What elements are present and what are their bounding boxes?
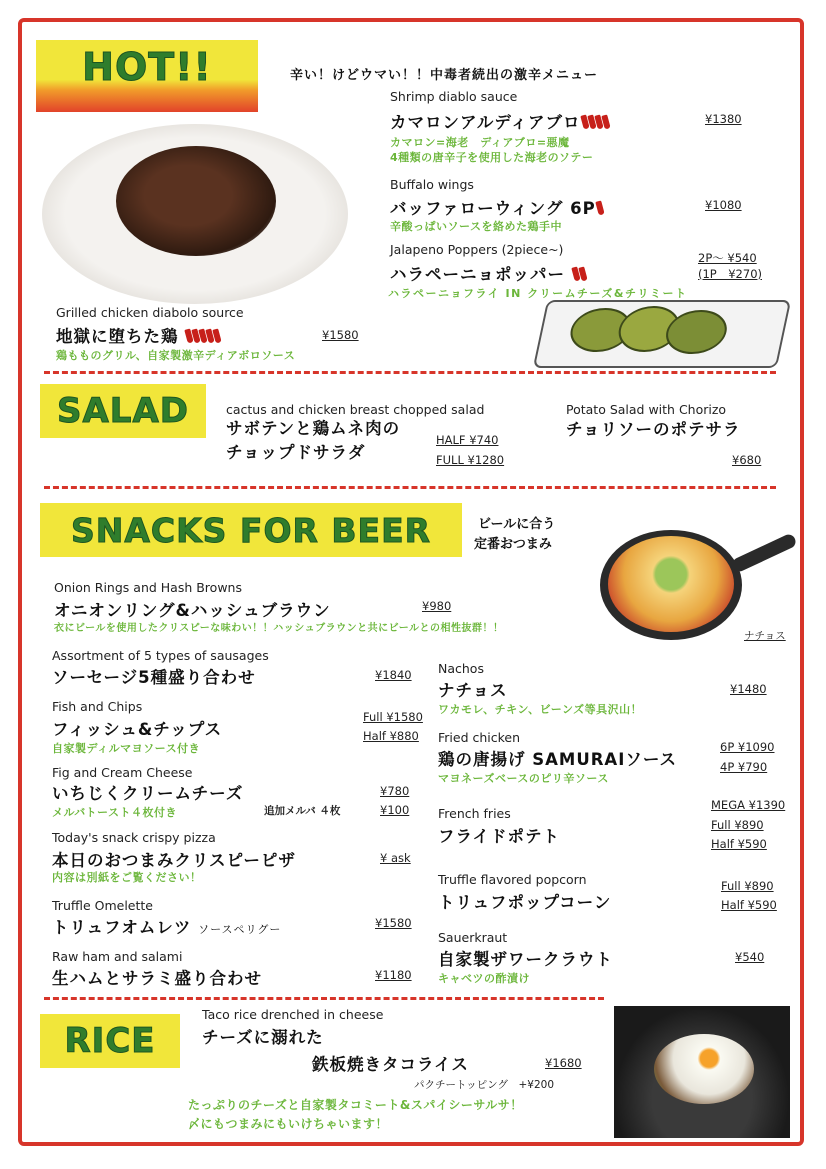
salad-badge-text: SALAD — [56, 391, 189, 431]
menu-item-desc: 自家製ディルマヨソース付き — [52, 742, 201, 755]
menu-item-desc: キャベツの酢漬け — [438, 972, 530, 985]
menu-item-price-alt: FULL ¥1280 — [436, 453, 505, 467]
topping-option: パクチートッピング +¥200 — [414, 1079, 554, 1091]
menu-item-jp: フライドポテト — [438, 827, 561, 846]
menu-item-jp: オニオンリング&ハッシュブラウン — [54, 601, 331, 620]
menu-item-en: Potato Salad with Chorizo — [566, 402, 727, 417]
menu-item-price: Full ¥1580 — [363, 710, 423, 724]
menu-item-en: Truffle flavored popcorn — [438, 872, 587, 887]
menu-item-jp: 鉄板焼きタコライス — [312, 1055, 469, 1074]
menu-item-price-alt: Full ¥890 — [711, 818, 764, 832]
menu-item-en: Today's snack crispy pizza — [52, 830, 216, 845]
menu-item-en: cactus and chicken breast chopped salad — [226, 402, 485, 417]
menu-item-desc: 辛酸っぱいソースを絡めた鶏手中 — [390, 220, 562, 233]
menu-item-price-alt: 4P ¥790 — [720, 760, 768, 774]
hot-badge-text: HOT!! — [82, 45, 212, 89]
menu-item-jp: 本日のおつまみクリスピーピザ — [52, 851, 296, 870]
menu-item-jp: チョップドサラダ — [226, 443, 366, 462]
menu-item-desc: 4種類の唐辛子を使用した海老のソテー — [390, 151, 594, 164]
menu-item-price: MEGA ¥1390 — [711, 798, 786, 812]
snacks-tagline: 定番おつまみ — [474, 537, 552, 552]
snacks-tagline: ビールに合う — [478, 517, 556, 532]
menu-item-en: Sauerkraut — [438, 930, 508, 945]
menu-item-price: ¥1180 — [375, 968, 412, 982]
melba-extra: 追加メルバ ４枚 — [264, 805, 341, 817]
hot-badge — [36, 40, 258, 112]
menu-item-en: Shrimp diablo sauce — [390, 89, 518, 104]
hot-tagline: 辛い！けどウマい！！中毒者続出の激辛メニュー — [290, 68, 599, 83]
menu-item-price: ¥1580 — [322, 328, 359, 342]
taco-rice-photo — [614, 1006, 790, 1138]
menu-item-en: Grilled chicken diabolo source — [56, 305, 244, 320]
menu-item-price: 2P～ ¥540 — [698, 251, 757, 265]
menu-item-jp: ハラペーニョポッパー — [390, 261, 586, 285]
menu-item-jp: ナチョス — [438, 681, 508, 700]
menu-item-price: ¥1840 — [375, 668, 412, 682]
menu-item-price: ¥1480 — [730, 682, 767, 696]
menu-item-jp: チョリソーのポテサラ — [566, 420, 741, 439]
menu-item-en: Fig and Cream Cheese — [52, 765, 193, 780]
menu-item-desc: メルバトースト４枚付き — [52, 806, 177, 819]
menu-item-jp: いちじくクリームチーズ — [52, 784, 244, 803]
section-divider — [44, 486, 776, 489]
jalapeno-poppers-illustration — [533, 300, 791, 368]
menu-item-price: 6P ¥1090 — [720, 740, 775, 754]
menu-item-desc: ワカモレ、チキン、ビーンズ等具沢山！ — [438, 703, 643, 716]
menu-item-desc: 〆にもつまみにもいけちゃいます！ — [188, 1117, 389, 1131]
menu-item-jp: チーズに溺れた — [202, 1028, 324, 1047]
menu-item-desc: ハラペーニョフライ IN クリームチーズ&チリミート — [388, 287, 688, 300]
menu-item-price: ¥980 — [422, 599, 452, 613]
menu-item-price-alt: Half ¥880 — [363, 729, 419, 743]
diablo-chicken-photo — [42, 124, 348, 304]
menu-item-price: Full ¥890 — [721, 879, 774, 893]
menu-item-jp: 地獄に堕ちた鶏 — [56, 323, 220, 347]
menu-item-desc: カマロン=海老 ディアブロ=悪魔 — [390, 136, 570, 149]
menu-item-en: Buffalo wings — [390, 177, 474, 192]
rice-badge-text: RICE — [64, 1021, 156, 1061]
menu-item-en: Onion Rings and Hash Browns — [54, 580, 242, 595]
menu-item-en: Taco rice drenched in cheese — [202, 1007, 384, 1022]
salad-badge — [40, 384, 206, 438]
menu-item-jp: 鶏の唐揚げ SAMURAIソース — [438, 750, 678, 769]
menu-item-en: Assortment of 5 types of sausages — [52, 648, 269, 663]
menu-item-en: Fried chicken — [438, 730, 521, 745]
menu-item-en: Raw ham and salami — [52, 949, 183, 964]
snacks-badge-text: SNACKS FOR BEER — [70, 510, 432, 550]
menu-item-jp: フィッシュ&チップス — [52, 720, 223, 739]
nachos-skillet-illustration — [600, 512, 800, 642]
menu-item-en: Fish and Chips — [52, 699, 143, 714]
section-divider — [44, 997, 604, 1000]
section-divider — [44, 371, 776, 374]
menu-item-price-alt: (1P ¥270) — [698, 267, 762, 281]
menu-item-price: ¥1580 — [375, 916, 412, 930]
menu-item-price: ¥1080 — [705, 198, 742, 212]
menu-item-price: ¥540 — [735, 950, 765, 964]
menu-item-price-alt: Half ¥590 — [721, 898, 777, 912]
menu-item-jp: 生ハムとサラミ盛り合わせ — [52, 969, 262, 988]
menu-item-desc: 衣にビールを使用したクリスピーな味わい！！ハッシュブラウンと共にビールとの相性抜群！！ — [54, 623, 504, 634]
menu-item-en: French fries — [438, 806, 511, 821]
menu-item-en: Jalapeno Poppers (2piece~) — [390, 242, 564, 257]
menu-item-jp: バッファローウィング 6P — [390, 195, 603, 219]
menu-item-jp: トリュフオムレツ ソースペリグー — [52, 918, 282, 937]
menu-item-desc: 鶏もものグリル、自家製激辛ディアボロソース — [56, 349, 296, 362]
menu-item-en: Truffle Omelette — [52, 898, 153, 913]
menu-item-price: ¥780 — [380, 784, 410, 798]
menu-item-price: ¥1680 — [545, 1056, 582, 1070]
menu-item-jp: 自家製ザワークラウト — [438, 950, 613, 969]
rice-badge — [40, 1014, 180, 1068]
menu-item-price-alt: Half ¥590 — [711, 837, 767, 851]
menu-item-price: ¥1380 — [705, 112, 742, 126]
menu-item-jp: カマロンアルディアブロ — [390, 109, 609, 133]
menu-item-price: ¥ ask — [380, 851, 411, 865]
menu-item-desc: 内容は別紙をご覧ください！ — [52, 871, 202, 884]
menu-item-desc: マヨネーズベースのピリ辛ソース — [438, 772, 609, 785]
nachos-caption: ナチョス — [744, 630, 786, 642]
menu-item-jp: トリュフポップコーン — [438, 893, 612, 912]
menu-item-en: Nachos — [438, 661, 484, 676]
snacks-badge — [40, 503, 462, 557]
menu-item-price-alt: ¥100 — [380, 803, 410, 817]
menu-item-price: HALF ¥740 — [436, 433, 499, 447]
menu-item-price: ¥680 — [732, 453, 762, 467]
menu-item-jp: サボテンと鶏ムネ肉の — [226, 419, 401, 438]
menu-item-desc: たっぷりのチーズと自家製タコミート&スパイシーサルサ！ — [188, 1098, 523, 1112]
menu-item-jp: ソーセージ5種盛り合わせ — [52, 668, 256, 687]
